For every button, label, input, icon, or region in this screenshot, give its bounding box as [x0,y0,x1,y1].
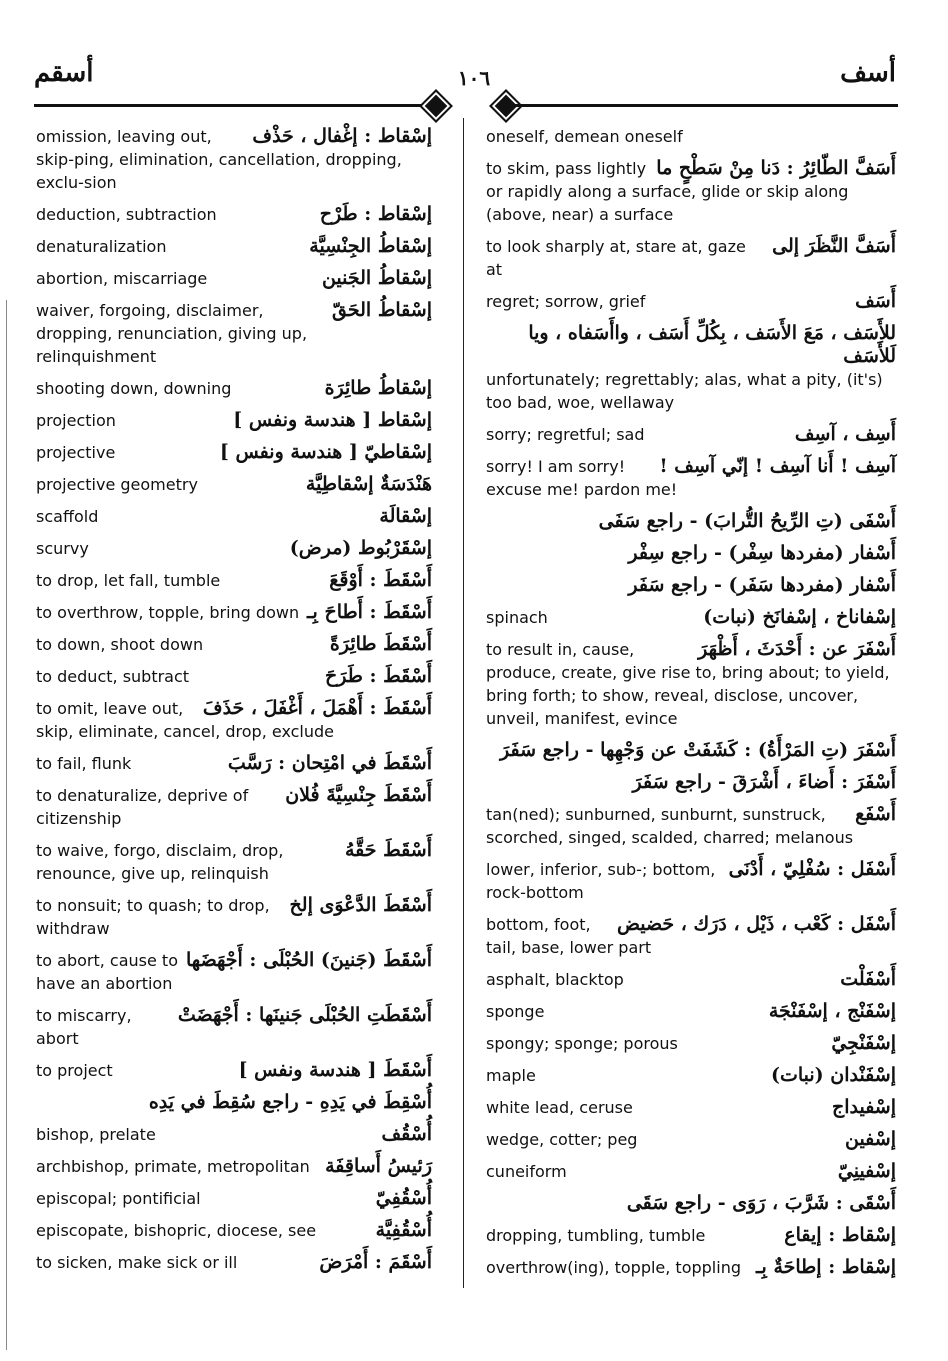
arabic-headword: أَسْفَرَ (تِ المَرْأَةُ) : كَشَفَتْ عن وَجْهِها - راجع سَفَرَ [500,739,896,761]
header-right-word: أسف [840,58,896,88]
arabic-headword: إسْقاط : إغْفال ، حَذْف [252,125,432,147]
arabic-headword: أَسْقَطَ في امْتِحان : رَسَّبَ [227,752,432,774]
dictionary-entry [36,1251,432,1274]
english-definition: projective geometry [36,475,198,494]
arabic-headword: أَسْفَى (تِ الرِّيحُ التُّرابَ) - راجع سَفَى [598,510,896,532]
english-definition: to miscarry, abort [36,1006,132,1048]
english-definition: wedge, cotter; peg [486,1130,638,1149]
arabic-headword: أَسْقَطَ (جَنينَ) الحُبْلَى : أَجْهَضَها [186,949,432,971]
arabic-headword: إسْقاط [ هندسة ونفس ] [233,409,432,431]
dictionary-entry [486,1256,896,1279]
arabic-headword: أَسَفَّ الطّائِرُ : دَنا مِنْ سَطْحٍ ما [656,157,896,179]
arabic-headword: أَسْقَطَ : أَهْمَلَ ، أَغْفَلَ ، حَذَفَ [202,697,432,719]
arabic-headword: أَسْفَرَ عن : أَحْدَثَ ، أَظْهَرَ [698,638,896,660]
arabic-headword: أَسْقَطَ : أَوْقَعَ [329,569,432,591]
english-definition: to waive, forgo, disclaim, drop, renounce, give up, relinquish [36,841,284,883]
english-definition: scaffold [36,507,99,526]
english-definition: archbishop, primate, metropolitan [36,1157,310,1176]
arabic-headword: أَسْفَلْت [840,968,896,990]
dictionary-entry [486,1128,896,1151]
dictionary-entry [36,1219,432,1242]
dictionary-entry [36,1155,432,1178]
arabic-headword: أَسْقَطَ الدَّعْوَى إلخ [289,894,432,916]
english-definition: to nonsuit; to quash; to drop, withdraw [36,896,270,938]
left-column [36,125,432,1283]
english-definition: to result in, cause, produce, create, give rise to, bring about; to yield, bring forth; to show, reveal, disclose, uncover, unveil, manifest, evince [486,640,890,728]
header-rule-left [34,104,434,107]
dictionary-entry [36,569,432,592]
right-column [486,125,896,1288]
english-definition: to project [36,1061,113,1080]
english-definition: projective [36,443,116,462]
arabic-headword: إسْقاطيّ [ هندسة ونفس ] [219,441,432,463]
arabic-headword: أَسْفَل : سُفْلِيّ ، أَدْنَى [728,858,896,880]
dictionary-entry [36,784,432,830]
arabic-headword: أَسْفَرَ : أَضاءَ ، أَشْرَقَ - راجع سَفَرَ [632,771,896,793]
arabic-headword: إسْقاط : إيقاع [784,1224,896,1246]
arabic-headword: أَسْقَمَ : أَمْرَضَ [319,1251,432,1273]
dictionary-entry [486,739,896,762]
english-definition: overthrow(ing), topple, toppling [486,1258,741,1277]
header-rule-right [510,104,898,107]
arabic-headword: للأَسَف ، مَعَ الأَسَف ، بِكُلِّ أَسَف ، واأَسَفاه ، ويا لَلأَسَف [528,322,896,367]
dictionary-entry [486,858,896,904]
english-definition: to down, shoot down [36,635,204,654]
english-definition: cuneiform [486,1162,567,1181]
arabic-headword: رَئيسُ أَساقِفَة [325,1155,432,1177]
dictionary-entry [486,1160,896,1183]
dictionary-entry [486,574,896,597]
english-definition: to denaturalize, deprive of citizenship [36,786,249,828]
dictionary-entry [486,455,896,501]
header-diamond-left [422,92,450,120]
english-definition: scurvy [36,539,89,558]
dictionary-entry [486,542,896,565]
arabic-headword: أَسْفَع [855,803,896,825]
arabic-headword: إسْفيداج [831,1096,896,1118]
arabic-headword: أَسْقَطَ جِنْسِيَّةَ فُلان [285,784,432,806]
header-left-word: أسقم [34,58,94,88]
dictionary-entry [486,322,896,414]
english-definition: abortion, miscarriage [36,269,208,288]
arabic-headword: أَسْقَطَتِ الحُبْلَى جَنينَها : أَجْهَضَتْ [177,1004,432,1026]
arabic-headword: أَسِف ، آسِف [794,423,896,445]
dictionary-entry [36,235,432,258]
arabic-headword: إسْقاطُ الحَقّ [332,299,432,321]
english-definition: spinach [486,608,548,627]
english-definition: bottom, foot, tail, base, lower part [486,915,652,957]
arabic-headword: إسْفين [844,1128,896,1150]
dictionary-entry [486,1032,896,1055]
dictionary-entry [486,803,896,849]
arabic-headword: إسْفاناخ ، إسْفانَخ (نبات) [703,606,896,628]
arabic-headword: إسْفَنْج ، إسْفَنْجَة [768,1000,896,1022]
dictionary-entry [486,423,896,446]
dictionary-entry [36,1187,432,1210]
arabic-headword: أُسْقِطَ في يَدِهِ - راجع سُقِطَ في يَدِه [148,1091,432,1113]
arabic-headword: إسْقالَة [379,505,432,527]
dictionary-entry [36,409,432,432]
english-definition: to overthrow, topple, bring down [36,603,300,622]
arabic-headword: أَسَفَّ النَّظَرَ إلى [772,235,896,257]
arabic-headword: أَسْقَى : شَرَّبَ ، رَوَى - راجع سَقَى [626,1192,896,1214]
dictionary-entry [486,771,896,794]
dictionary-entry [486,638,896,730]
dictionary-entry [36,1091,432,1114]
english-definition: unfortunately; regrettably; alas, what a pity, (it's) too bad, woe, wellaway [486,370,883,412]
arabic-headword: أُسْقُفِيّ [375,1187,432,1209]
english-definition: asphalt, blacktop [486,970,624,989]
arabic-headword: إسْفينِيّ [837,1160,896,1182]
dictionary-entry [36,601,432,624]
dictionary-entry [486,1192,896,1215]
dictionary-entry [36,377,432,400]
arabic-headword: أَسْقَطَ : طَرَحَ [325,665,432,687]
dictionary-entry [36,633,432,656]
english-definition: waiver, forgoing, disclaimer, dropping, renunciation, giving up, relinquishment [36,301,308,366]
arabic-headword: أَسْقَطَ حَقَّهُ [344,839,432,861]
arabic-headword: إسْفَنْدان (نبات) [770,1064,896,1086]
arabic-headword: أُسْقُف [381,1123,432,1145]
english-definition: episcopal; pontificial [36,1189,201,1208]
arabic-headword: أَسْقَطَ : أَطاحَ بِـ [306,601,432,623]
arabic-headword: هَنْدَسَةٌ إسْقاطِيَّة [305,473,432,495]
english-definition: spongy; sponge; porous [486,1034,678,1053]
english-definition: tan(ned); sunburned, sunburnt, sunstruck, scorched, singed, scalded, charred; melanous [486,805,854,847]
arabic-headword: أَسْقَطَ طائِرَةً [329,633,432,655]
arabic-headword: أَسْفار (مفردها سِفْر) - راجع سِفْر [628,542,896,564]
column-divider [463,118,464,1288]
english-definition: to sicken, make sick or ill [36,1253,238,1272]
dictionary-entry [486,510,896,533]
english-definition: maple [486,1066,536,1085]
page-margin-line [6,300,7,1350]
dictionary-entry [36,267,432,290]
english-definition: to drop, let fall, tumble [36,571,221,590]
english-definition: white lead, ceruse [486,1098,633,1117]
dictionary-entry [36,505,432,528]
dictionary-entry [486,1064,896,1087]
english-definition: omission, leaving out, skip-ping, elimination, cancellation, dropping, exclu-sion [36,127,402,192]
arabic-headword: إسْقاطُ الجَنين [321,267,432,289]
dictionary-entry [36,894,432,940]
english-definition: denaturalization [36,237,167,256]
dictionary-entry [36,839,432,885]
english-definition: to omit, leave out, skip, eliminate, cancel, drop, exclude [36,699,335,741]
english-definition: lower, inferior, sub-; bottom, rock-bottom [486,860,716,902]
english-definition: to skim, pass lightly or rapidly along a surface, glide or skip along (above, near) a surface [486,159,849,224]
english-definition: bishop, prelate [36,1125,156,1144]
english-definition: deduction, subtraction [36,205,217,224]
arabic-headword: إسْقاطُ طائِرَة [324,377,432,399]
arabic-headword: إسْقاط : طَرْح [319,203,432,225]
dictionary-entry [486,606,896,629]
english-definition: episcopate, bishopric, diocese, see [36,1221,317,1240]
arabic-headword: أُسْقُفِيَّة [375,1219,432,1241]
dictionary-entry [486,913,896,959]
dictionary-entry [36,473,432,496]
dictionary-entry [36,697,432,743]
arabic-headword: أَسَف [855,290,896,312]
dictionary-entry [486,290,896,313]
arabic-headword: أَسْفَل : كَعْب ، ذَيْل ، دَرَك ، حَضيض [616,913,896,935]
dictionary-entry [36,1059,432,1082]
english-definition: to look sharply at, stare at, gaze at [486,237,746,279]
dictionary-entry [486,125,896,148]
dictionary-entry [36,1123,432,1146]
english-definition: to deduct, subtract [36,667,190,686]
arabic-headword: آسِف ! أَنا آسِف ! إنّي آسِف ! [659,455,896,477]
english-definition: to fail, flunk [36,754,132,773]
arabic-headword: أَسْفار (مفردها سَفَر) - راجع سَفَر [628,574,896,596]
dictionary-entry [36,665,432,688]
dictionary-entry [486,1096,896,1119]
english-definition: sponge [486,1002,545,1021]
dictionary-entry [36,299,432,368]
dictionary-entry [36,125,432,194]
english-definition: projection [36,411,116,430]
english-definition: oneself, demean oneself [486,127,683,146]
dictionary-entry [36,752,432,775]
english-definition: shooting down, downing [36,379,232,398]
dictionary-entry [36,949,432,995]
english-definition: regret; sorrow, grief [486,292,646,311]
arabic-headword: أَسْقَطَ [ هندسة ونفس ] [238,1059,432,1081]
english-definition: sorry! I am sorry! excuse me! pardon me! [486,457,678,499]
arabic-headword: إسْقاطُ الجِنْسِيَّة [309,235,432,257]
dictionary-entry [36,1004,432,1050]
dictionary-entry [36,537,432,560]
arabic-headword: إسْقاط : إطاحَةٌ بِـ [755,1256,896,1278]
english-definition: to abort, cause to have an abortion [36,951,178,993]
english-definition: dropping, tumbling, tumble [486,1226,706,1245]
arabic-headword: إسْفَنْجِيّ [831,1032,896,1054]
english-definition: sorry; regretful; sad [486,425,645,444]
dictionary-entry [486,968,896,991]
dictionary-entry [486,157,896,226]
dictionary-entry [486,1224,896,1247]
page-number: ١٠٦ [457,66,491,90]
arabic-headword: إسْقَرْبُوط (مرض) [289,537,432,559]
dictionary-entry [36,441,432,464]
dictionary-entry [486,235,896,281]
dictionary-entry [486,1000,896,1023]
dictionary-entry [36,203,432,226]
